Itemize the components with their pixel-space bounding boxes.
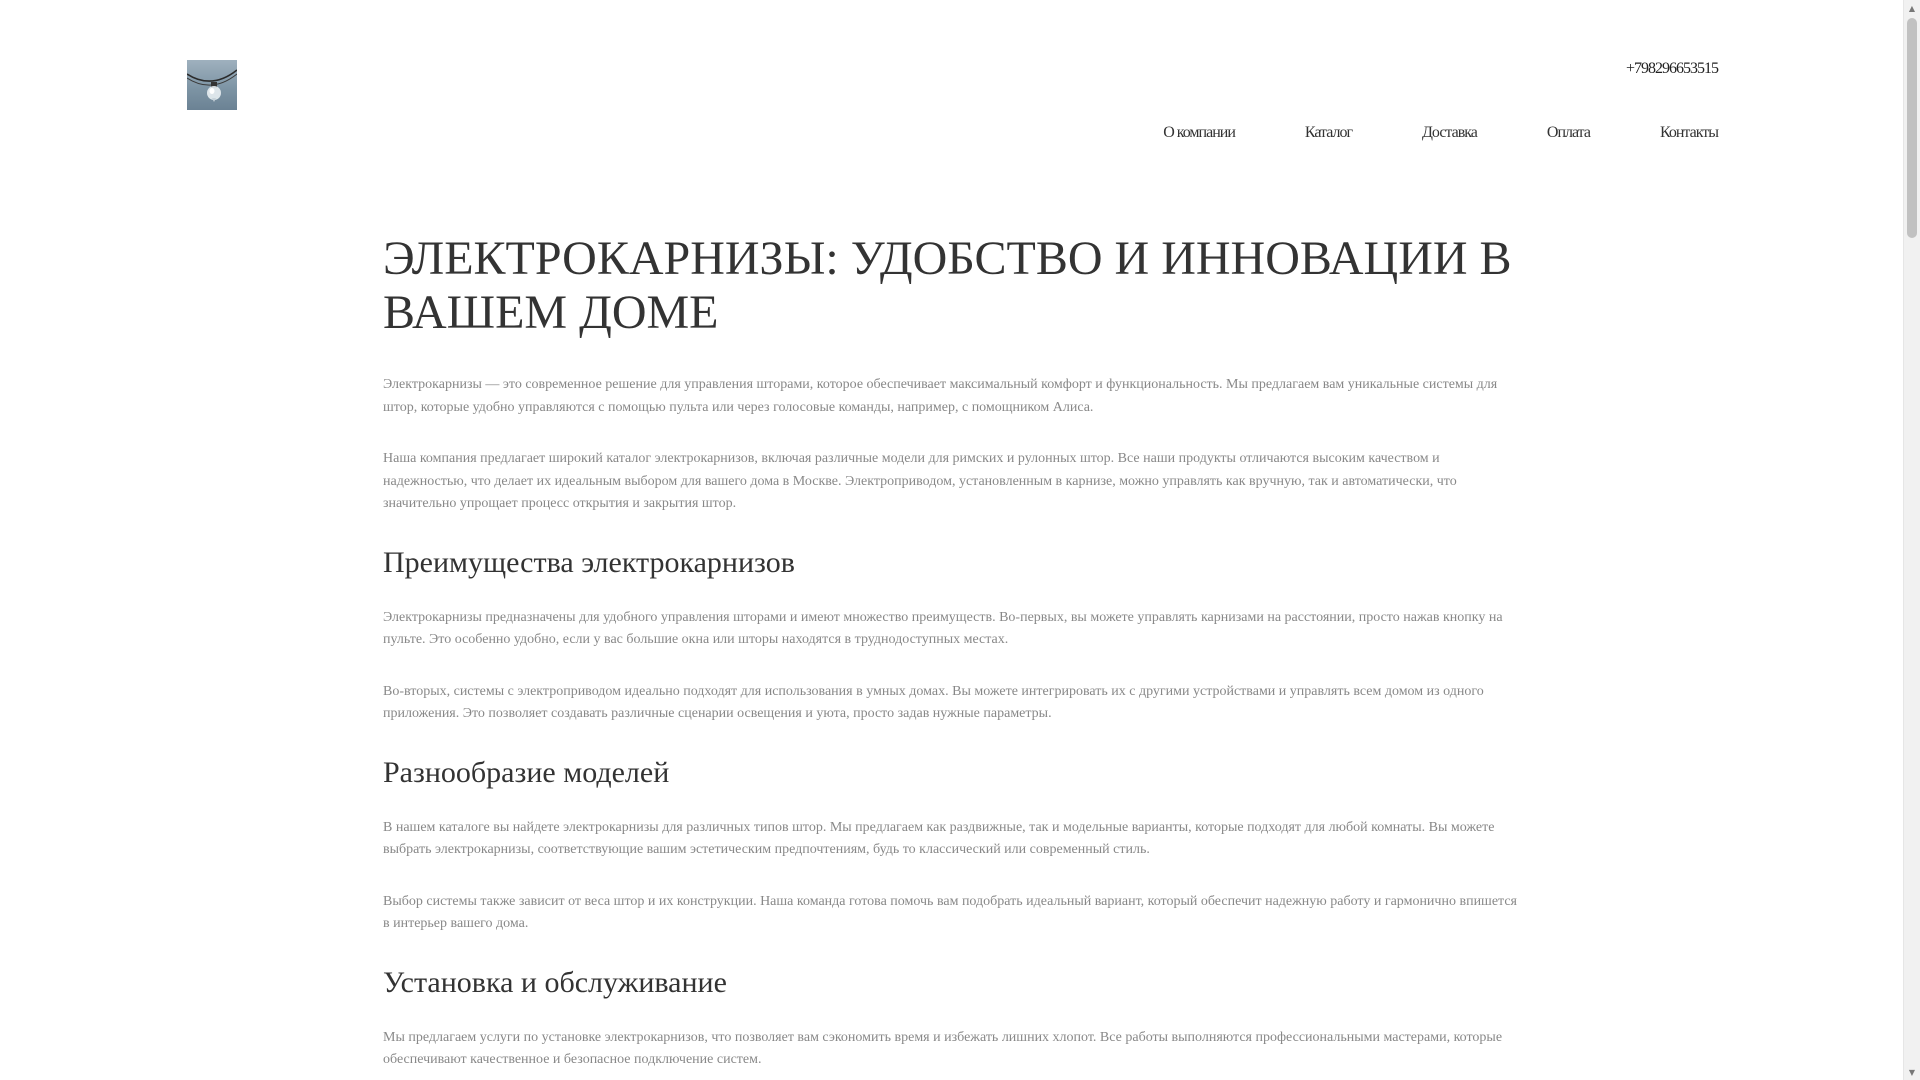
section-paragraph: Выбор системы также зависит от веса штор и их конструкции. Наша команда готова помочь вам подобрать идеальный вариант, который обеспечит надежную работу и гармонично впишется в интерьер вашего дома. xyxy=(383,893,1517,931)
section-heading-models: Разнообразие моделей xyxy=(383,755,670,789)
section-heading-installation: Установка и обслуживание xyxy=(383,965,727,999)
phone-link[interactable]: +798296653515 xyxy=(1625,60,1718,77)
section-paragraph: Электрокарнизы предназначены для удобного управления шторами и имеют множество преимуществ. Во-первых, вы можете управлять карнизами на расстоянии, просто нажав кнопку на пульте. Это особенно удобно, если у вас большие окна или шторы находятся в труднодоступных местах. xyxy=(383,609,1503,647)
main-nav xyxy=(1093,124,1718,142)
nav-item-contacts[interactable]: Контакты xyxy=(1659,124,1718,141)
article xyxy=(383,232,1521,1080)
nav-item-about[interactable]: О компании xyxy=(1163,124,1235,141)
vertical-scrollbar[interactable] xyxy=(1903,0,1920,1080)
intro-paragraph: Электрокарнизы — это современное решение для управления шторами, которое обеспечивает максимальный комфорт и функциональность. Мы предлагаем вам уникальные системы для штор, которые удобно управляются с помощью пульта или через голосовые команды, например, с помощником Алиса. xyxy=(383,377,1498,415)
arrow-up-icon[interactable]: ▲ xyxy=(1908,3,1916,13)
site-logo[interactable] xyxy=(187,60,237,110)
section-paragraph: Во-вторых, системы с электроприводом идеально подходят для использования в умных домах. Вы можете интегрировать их с другими устройствами и управлять всем домом из одного приложения. Это позволяет создавать различные сценарии освещения и уюта, просто задав нужные параметры. xyxy=(383,683,1484,721)
section-heading-advantages: Преимущества электрокарнизов xyxy=(383,545,795,579)
nav-item-catalog[interactable]: Каталог xyxy=(1304,124,1352,141)
section-paragraph: Мы предлагаем услуги по установке электрокарнизов, что позволяет вам сэкономить время и избежать лишних хлопот. Все работы выполняются профессиональными мастерами, которые обеспечивают качественное и безопасное подключение систем. xyxy=(383,1029,1503,1067)
scrollbar-thumb[interactable] xyxy=(1907,18,1917,238)
section-paragraph: В нашем каталоге вы найдете электрокарнизы для различных типов штор. Мы предлагаем как раздвижные, так и модельные варианты, которые подходят для любой комнаты. Вы можете выбрать электрокарнизы, соответствующие вашим эстетическим предпочтениям, будь то классический или современный стиль. xyxy=(383,819,1495,857)
nav-item-delivery[interactable]: Доставка xyxy=(1422,124,1477,141)
arrow-down-icon[interactable]: ▼ xyxy=(1908,1067,1916,1077)
lightbulb-icon xyxy=(187,60,237,110)
intro-paragraph: Наша компания предлагает широкий каталог электрокарнизов, включая различные модели для римских и рулонных штор. Все наши продукты отличаются высоким качеством и надежностью, что делает их идеальным выбором для вашего дома в Москве. Электроприводом, установленным в карнизе, можно управлять как вручную, так и автоматически, что значительно упрощает процесс открытия и закрытия штор. xyxy=(383,451,1457,511)
page-title: ЭЛЕКТРОКАРНИЗЫ: УДОБСТВО И ИННОВАЦИИ В ВАШЕМ ДОМЕ xyxy=(383,232,1512,339)
nav-item-payment[interactable]: Оплата xyxy=(1546,124,1590,141)
